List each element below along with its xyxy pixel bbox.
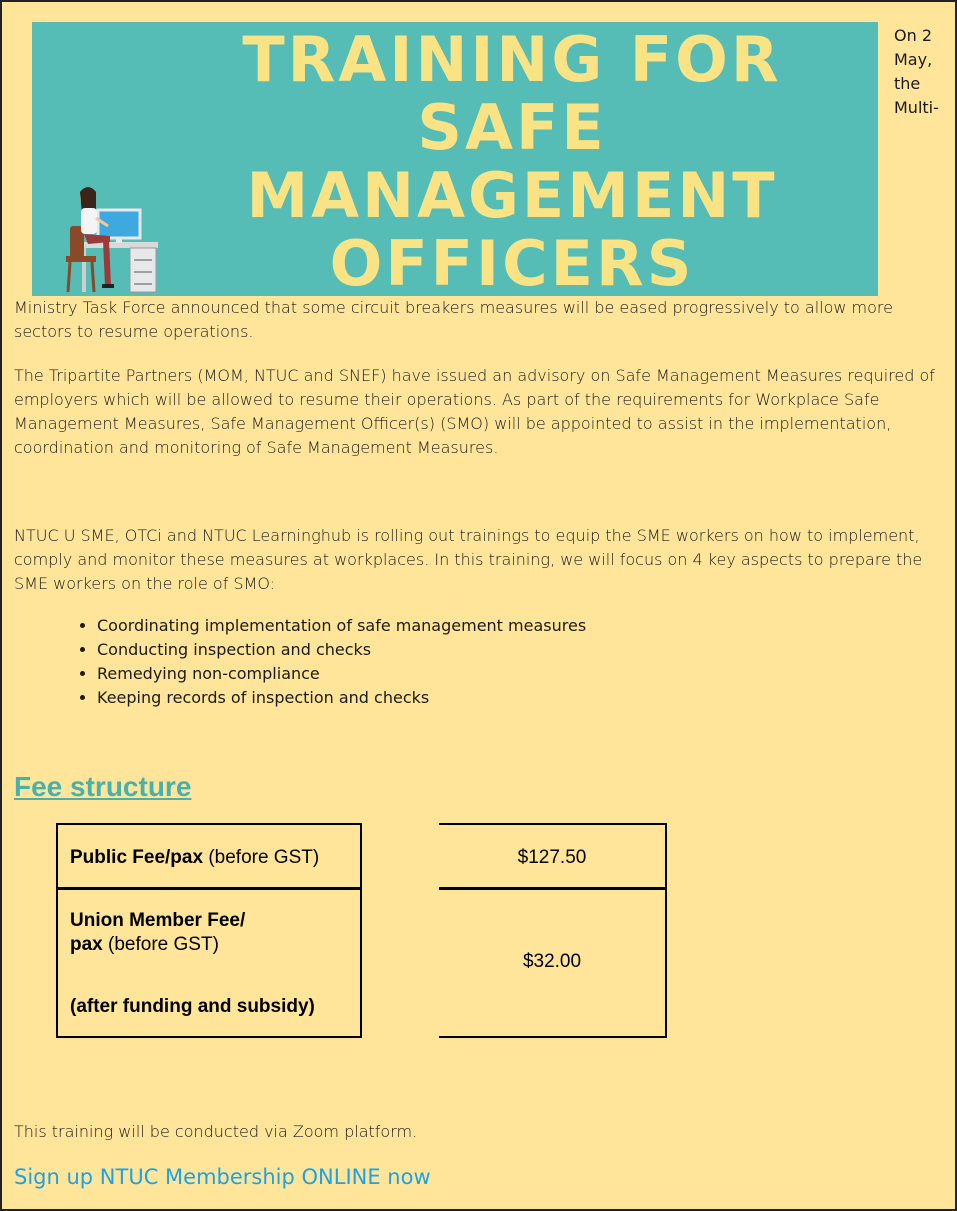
member-fee-gst-note: (before GST) [102, 934, 219, 955]
member-fee-label-cell [56, 887, 362, 1038]
banner-image [32, 22, 878, 296]
member-fee-subsidy-note: (after funding and subsidy) [70, 996, 315, 1017]
intro-paragraph: Ministry Task Force announced that some circuit breakers measures will be eased progressively to allow more sectors to resume operations. [14, 298, 893, 341]
banner-title-line-2: SAFE [417, 91, 607, 164]
member-fee-value: $32.00 [439, 887, 667, 1038]
signup-membership-link[interactable]: Sign up NTUC Membership ONLINE now [14, 1165, 431, 1189]
office-worker-illustration [48, 182, 168, 296]
public-fee-gst-note: (before GST) [203, 847, 320, 868]
list-item: • Keeping records of inspection and checks [97, 686, 586, 710]
banner-title-line-4: OFFICERS [329, 227, 695, 296]
intro-text-start: On 2 May, the Multi- [894, 26, 939, 117]
member-fee-label-1: Union Member Fee/ [70, 910, 246, 931]
banner-title-line-3: MANAGEMENT [246, 159, 778, 232]
training-paragraph: NTUC U SME, OTCi and NTUC Learninghub is rolling out trainings to equip the SME workers on how to implement, comply and monitor these measures at workplaces. In this training, we will focus on 4 key aspects to prepare the SME workers on the role of SMO: [14, 526, 923, 593]
fee-structure-heading: Fee structure [14, 771, 192, 802]
public-fee-label-cell [56, 823, 362, 890]
banner-title [162, 23, 862, 296]
list-item: • Remedying non-compliance [97, 662, 586, 686]
list-item: • Coordinating implementation of safe management measures [97, 614, 586, 638]
public-fee-value: $127.50 [439, 823, 667, 890]
public-fee-label: Public Fee/pax [70, 847, 204, 868]
zoom-platform-note: This training will be conducted via Zoom platform. [14, 1122, 418, 1141]
key-aspects-list [14, 614, 586, 710]
member-fee-label-2: pax [70, 934, 103, 955]
advisory-paragraph: The Tripartite Partners (MOM, NTUC and SNEF) have issued an advisory on Safe Management Measures required of employers which will be allowed to resume their operations. As part of the requirements for Workplace Safe Management Measures, Safe Management Officer(s) (SMO) will be appointed to assist in the implementation, coordination and monitoring of Safe Management Measures. [14, 366, 935, 457]
list-item: • Conducting inspection and checks [97, 638, 586, 662]
banner-title-line-1: TRAINING FOR [242, 23, 782, 96]
